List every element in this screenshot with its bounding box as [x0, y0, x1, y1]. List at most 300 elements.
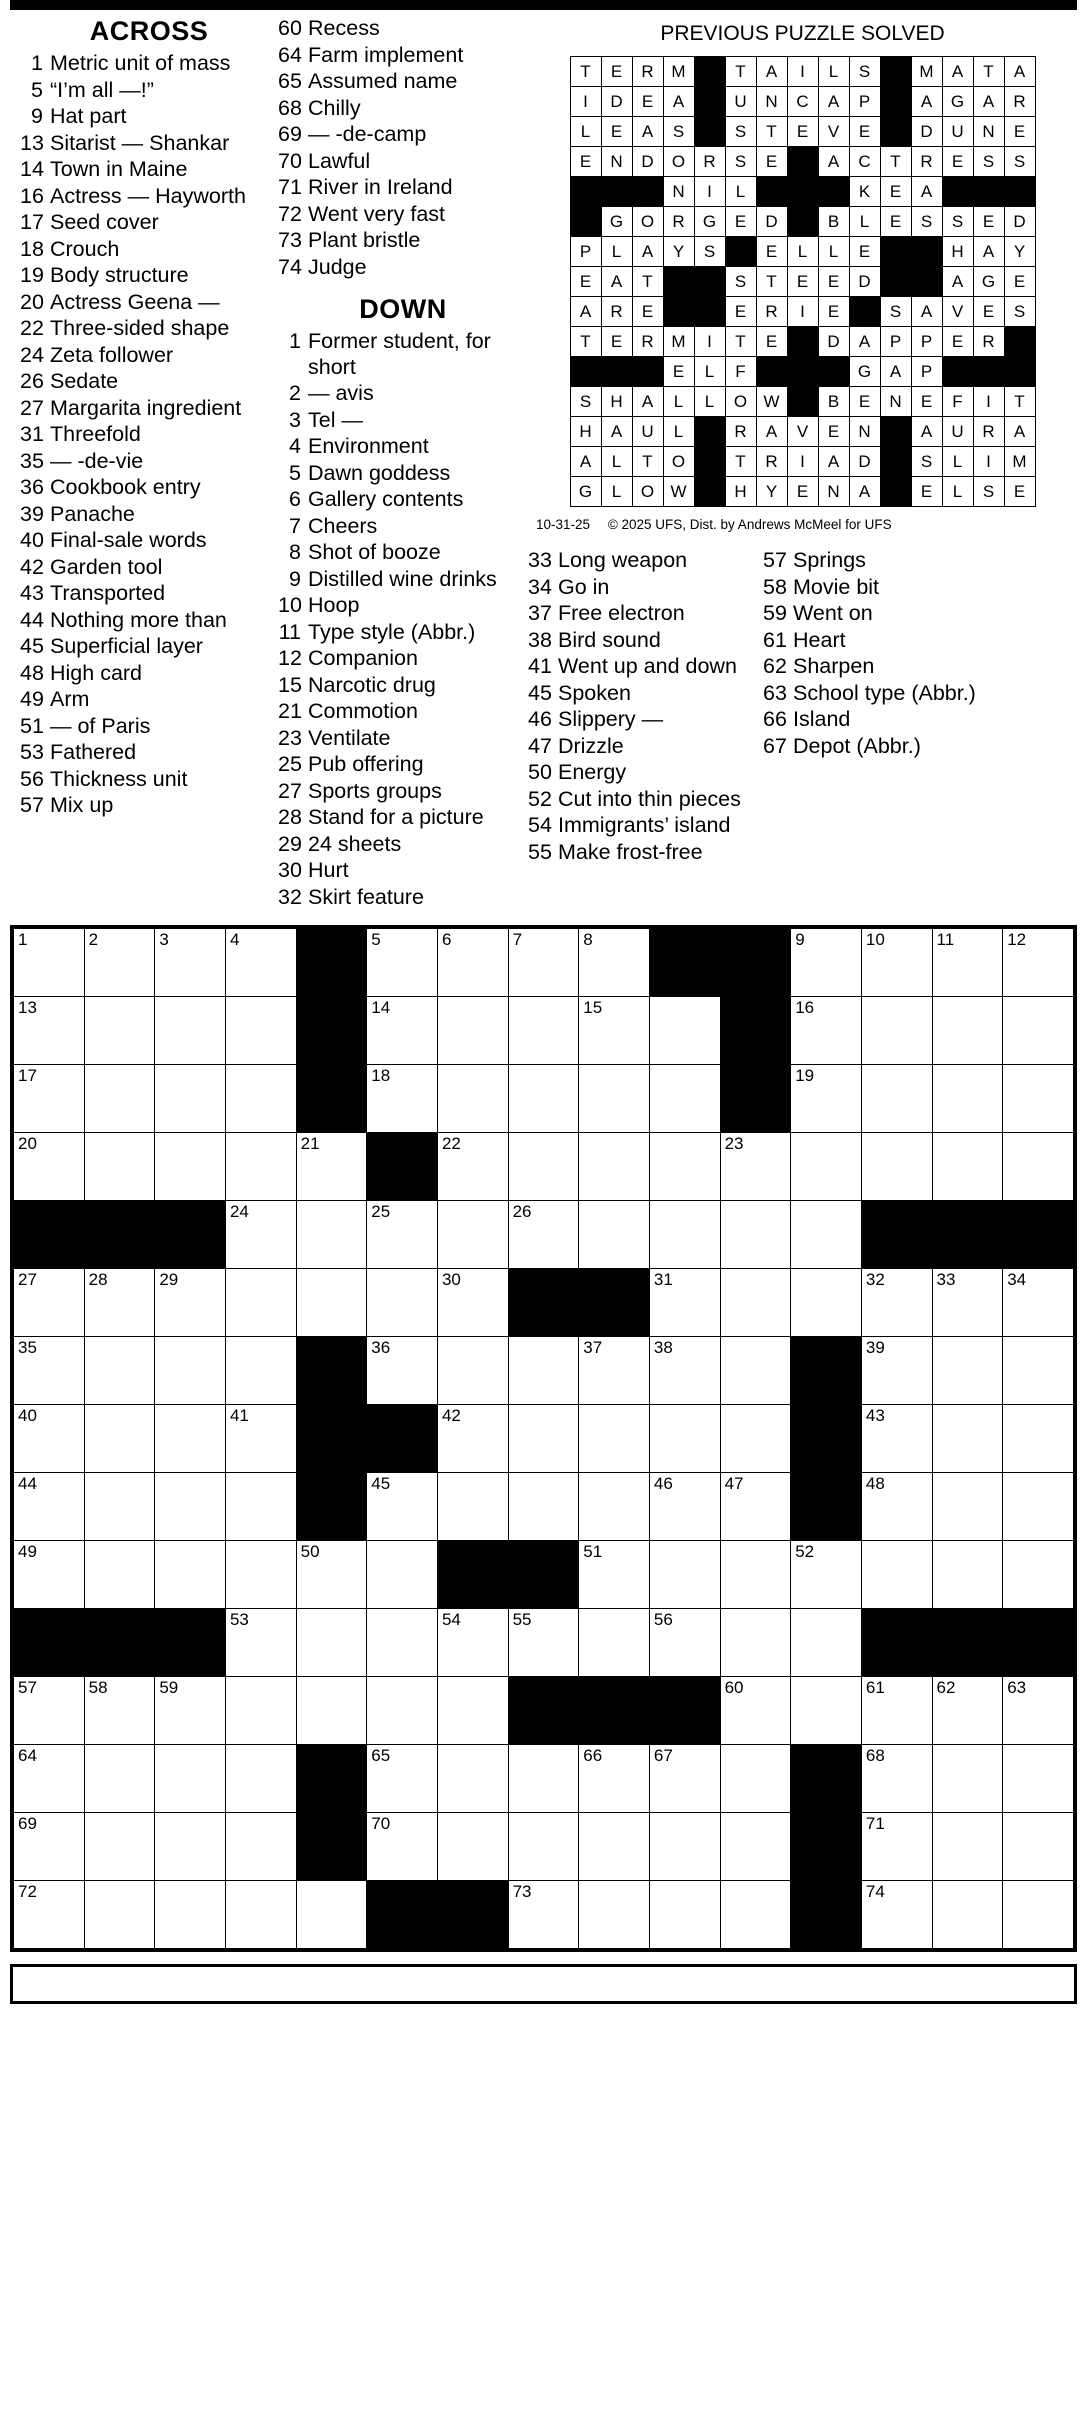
- clue-number: 66: [763, 707, 787, 731]
- table-row: [14, 1269, 1074, 1337]
- grid-cell[interactable]: [225, 1881, 296, 1949]
- previous-grid-letter: G: [601, 207, 632, 237]
- grid-cell[interactable]: [155, 929, 226, 997]
- grid-cell[interactable]: [84, 1473, 155, 1541]
- grid-cell-number: 35: [18, 1338, 37, 1357]
- grid-cell[interactable]: [84, 1541, 155, 1609]
- grid-cell[interactable]: [720, 1813, 791, 1881]
- grid-cell[interactable]: [14, 1133, 85, 1201]
- grid-cell[interactable]: [932, 1337, 1003, 1405]
- grid-cell[interactable]: [720, 1201, 791, 1269]
- grid-cell[interactable]: [225, 929, 296, 997]
- previous-grid-letter: A: [756, 417, 787, 447]
- grid-cell[interactable]: [932, 1065, 1003, 1133]
- clue-item: [20, 237, 278, 263]
- grid-cell[interactable]: [579, 1813, 650, 1881]
- previous-grid-block: [570, 357, 601, 387]
- grid-cell[interactable]: [508, 1405, 579, 1473]
- grid-cell[interactable]: [649, 1881, 720, 1949]
- grid-cell[interactable]: [508, 1813, 579, 1881]
- grid-cell[interactable]: [579, 1473, 650, 1541]
- previous-grid-letter: C: [787, 87, 818, 117]
- grid-cell[interactable]: [649, 997, 720, 1065]
- grid-cell[interactable]: [296, 1881, 367, 1949]
- grid-cell[interactable]: [1003, 1405, 1074, 1473]
- grid-cell[interactable]: [84, 1677, 155, 1745]
- clue-text: Final-sale words: [50, 528, 207, 552]
- grid-cell[interactable]: [861, 1473, 932, 1541]
- clue-number: 74: [278, 254, 302, 279]
- grid-cell[interactable]: [649, 1201, 720, 1269]
- grid-cell[interactable]: [155, 1405, 226, 1473]
- clue-item: [20, 714, 278, 740]
- clue-text: Hurt: [308, 858, 349, 882]
- previous-grid-letter: E: [880, 177, 911, 207]
- grid-cell[interactable]: [861, 1405, 932, 1473]
- clue-number: 70: [278, 148, 302, 173]
- grid-cell[interactable]: [861, 1337, 932, 1405]
- previous-grid-letter: L: [663, 417, 694, 447]
- previous-grid-block: [725, 237, 756, 267]
- clue-text: — -de-camp: [308, 122, 427, 146]
- grid-cell[interactable]: [791, 1065, 862, 1133]
- clue-number: 45: [20, 634, 44, 658]
- grid-cell[interactable]: [791, 1541, 862, 1609]
- grid-cell[interactable]: [508, 1133, 579, 1201]
- grid-cell[interactable]: [84, 1881, 155, 1949]
- previous-grid-block: [880, 87, 911, 117]
- previous-grid-letter: T: [725, 447, 756, 477]
- clue-number: 60: [278, 16, 302, 40]
- grid-cell[interactable]: [367, 1337, 438, 1405]
- grid-cell[interactable]: [579, 997, 650, 1065]
- grid-cell[interactable]: [84, 1065, 155, 1133]
- clue-number: 40: [20, 528, 44, 552]
- grid-cell[interactable]: [437, 1337, 508, 1405]
- grid-block: [296, 997, 367, 1065]
- grid-cell[interactable]: [225, 1201, 296, 1269]
- grid-cell[interactable]: [225, 1065, 296, 1133]
- grid-cell[interactable]: [14, 1881, 85, 1949]
- grid-cell[interactable]: [579, 929, 650, 997]
- grid-cell[interactable]: [84, 929, 155, 997]
- grid-cell[interactable]: [225, 1609, 296, 1677]
- grid-cell[interactable]: [932, 1881, 1003, 1949]
- grid-cell[interactable]: [155, 1813, 226, 1881]
- clue-item: [20, 316, 278, 342]
- previous-grid-block: [880, 237, 911, 267]
- clue-text: Sedate: [50, 369, 119, 393]
- grid-cell[interactable]: [649, 1745, 720, 1813]
- grid-block: [296, 1065, 367, 1133]
- grid-cell[interactable]: [861, 1881, 932, 1949]
- down-heading: DOWN: [359, 294, 447, 324]
- previous-grid-letter: A: [1004, 417, 1035, 447]
- grid-cell[interactable]: [367, 1065, 438, 1133]
- grid-cell[interactable]: [437, 1065, 508, 1133]
- grid-cell[interactable]: [437, 1609, 508, 1677]
- grid-cell[interactable]: [861, 997, 932, 1065]
- grid-cell[interactable]: [720, 1337, 791, 1405]
- grid-block: [932, 1201, 1003, 1269]
- grid-cell[interactable]: [649, 1473, 720, 1541]
- previous-grid-letter: P: [570, 237, 601, 267]
- previous-grid-letter: E: [756, 237, 787, 267]
- bottom-box: [10, 1964, 1077, 2004]
- grid-cell[interactable]: [155, 1541, 226, 1609]
- grid-cell[interactable]: [437, 1133, 508, 1201]
- grid-cell[interactable]: [579, 1405, 650, 1473]
- grid-cell-number: 1: [18, 930, 28, 949]
- grid-cell[interactable]: [84, 1813, 155, 1881]
- grid-cell[interactable]: [225, 1677, 296, 1745]
- grid-cell[interactable]: [720, 1269, 791, 1337]
- grid-cell[interactable]: [861, 1745, 932, 1813]
- grid-cell[interactable]: [861, 929, 932, 997]
- previous-grid-letter: L: [849, 207, 880, 237]
- grid-cell-number: 51: [583, 1542, 603, 1561]
- grid-cell[interactable]: [649, 1541, 720, 1609]
- clue-item: [278, 885, 528, 911]
- grid-cell[interactable]: [14, 997, 85, 1065]
- grid-block: [508, 1677, 579, 1745]
- clue-number: 22: [20, 316, 44, 340]
- grid-cell[interactable]: [508, 1065, 579, 1133]
- grid-cell[interactable]: [791, 997, 862, 1065]
- grid-cell[interactable]: [649, 1065, 720, 1133]
- grid-cell[interactable]: [155, 1473, 226, 1541]
- grid-cell[interactable]: [14, 929, 85, 997]
- grid-cell[interactable]: [296, 1269, 367, 1337]
- grid-cell-number: 3: [159, 930, 169, 949]
- clue-text: Make frost-free: [558, 839, 703, 864]
- previous-grid-letter: U: [725, 87, 756, 117]
- grid-cell[interactable]: [84, 1745, 155, 1813]
- table-row: [14, 1201, 1074, 1269]
- previous-grid-letter: I: [973, 387, 1004, 417]
- clue-number: 57: [20, 793, 44, 817]
- grid-cell[interactable]: [791, 1201, 862, 1269]
- previous-grid-letter: L: [818, 237, 849, 267]
- grid-cell[interactable]: [932, 929, 1003, 997]
- previous-grid-letter: D: [911, 117, 942, 147]
- grid-block: [791, 1337, 862, 1405]
- grid-cell[interactable]: [367, 1473, 438, 1541]
- clue-item: [20, 369, 278, 395]
- clue-item: [528, 813, 763, 839]
- previous-grid-letter: D: [632, 147, 663, 177]
- grid-cell[interactable]: [861, 1541, 932, 1609]
- grid-cell[interactable]: [155, 997, 226, 1065]
- grid-cell[interactable]: [579, 1065, 650, 1133]
- grid-cell[interactable]: [649, 1337, 720, 1405]
- grid-cell[interactable]: [437, 1201, 508, 1269]
- grid-cell[interactable]: [14, 1337, 85, 1405]
- grid-cell[interactable]: [932, 1473, 1003, 1541]
- previous-grid-block: [756, 177, 787, 207]
- grid-cell[interactable]: [932, 1405, 1003, 1473]
- previous-grid-row: [570, 177, 1035, 207]
- crossword-grid[interactable]: [13, 928, 1074, 1949]
- previous-grid-letter: V: [942, 297, 973, 327]
- grid-cell[interactable]: [367, 1813, 438, 1881]
- previous-grid-letter: E: [818, 297, 849, 327]
- grid-cell[interactable]: [155, 1745, 226, 1813]
- grid-cell[interactable]: [791, 1609, 862, 1677]
- grid-cell-number: 10: [865, 930, 885, 949]
- grid-cell[interactable]: [932, 1813, 1003, 1881]
- grid-cell-number: 71: [865, 1814, 885, 1833]
- grid-cell[interactable]: [367, 929, 438, 997]
- previous-grid-block: [849, 297, 880, 327]
- grid-cell-number: 39: [865, 1338, 885, 1357]
- grid-cell[interactable]: [225, 1133, 296, 1201]
- clue-text: Actress — Hayworth: [50, 183, 246, 208]
- clue-text: Plant bristle: [308, 228, 421, 252]
- previous-grid-letter: L: [694, 387, 725, 417]
- clue-text: Skirt feature: [308, 884, 424, 909]
- grid-cell[interactable]: [508, 997, 579, 1065]
- previous-grid-letter: E: [632, 87, 663, 117]
- grid-cell[interactable]: [14, 1473, 85, 1541]
- grid-cell[interactable]: [437, 1677, 508, 1745]
- grid-cell[interactable]: [225, 1269, 296, 1337]
- clue-item: [278, 202, 528, 228]
- grid-cell[interactable]: [84, 997, 155, 1065]
- previous-grid-block: [570, 207, 601, 237]
- grid-cell[interactable]: [720, 1881, 791, 1949]
- grid-cell[interactable]: [225, 1405, 296, 1473]
- grid-cell[interactable]: [225, 1541, 296, 1609]
- grid-cell[interactable]: [720, 1405, 791, 1473]
- clue-item: [20, 184, 278, 210]
- grid-cell[interactable]: [508, 1881, 579, 1949]
- previous-grid-letter: F: [725, 357, 756, 387]
- copyright-notice: © 2025 UFS, Dist. by Andrews McMeel for UFS: [607, 517, 892, 532]
- grid-block: [579, 1269, 650, 1337]
- clue-item: [763, 707, 998, 733]
- previous-grid-letter: E: [787, 117, 818, 147]
- grid-cell[interactable]: [861, 1269, 932, 1337]
- grid-cell[interactable]: [579, 1201, 650, 1269]
- grid-cell[interactable]: [579, 1541, 650, 1609]
- previous-grid-letter: T: [756, 117, 787, 147]
- clue-text: Assumed name: [308, 69, 458, 93]
- grid-cell[interactable]: [579, 1133, 650, 1201]
- grid-cell[interactable]: [367, 1677, 438, 1745]
- grid-cell[interactable]: [14, 1677, 85, 1745]
- grid-cell[interactable]: [649, 1269, 720, 1337]
- grid-cell[interactable]: [84, 1405, 155, 1473]
- grid-cell[interactable]: [791, 1269, 862, 1337]
- grid-cell[interactable]: [296, 1201, 367, 1269]
- grid-cell[interactable]: [649, 1405, 720, 1473]
- grid-cell[interactable]: [1003, 1337, 1074, 1405]
- grid-cell[interactable]: [579, 1881, 650, 1949]
- grid-cell[interactable]: [14, 1269, 85, 1337]
- previous-grid-letter: E: [911, 387, 942, 417]
- grid-cell[interactable]: [84, 1269, 155, 1337]
- grid-cell[interactable]: [296, 1609, 367, 1677]
- previous-grid-letter: A: [818, 87, 849, 117]
- grid-cell[interactable]: [155, 1133, 226, 1201]
- grid-cell[interactable]: [1003, 1745, 1074, 1813]
- grid-cell[interactable]: [367, 1609, 438, 1677]
- grid-cell[interactable]: [932, 997, 1003, 1065]
- grid-cell[interactable]: [437, 1473, 508, 1541]
- grid-cell[interactable]: [720, 1677, 791, 1745]
- grid-cell[interactable]: [649, 1133, 720, 1201]
- clue-text: Springs: [793, 548, 866, 572]
- grid-cell[interactable]: [225, 1813, 296, 1881]
- previous-grid-letter: A: [570, 297, 601, 327]
- previous-grid-letter: A: [1004, 57, 1035, 87]
- grid-cell[interactable]: [437, 1269, 508, 1337]
- grid-cell-number: 32: [865, 1270, 885, 1289]
- grid-cell[interactable]: [861, 1065, 932, 1133]
- grid-block: [720, 997, 791, 1065]
- grid-cell[interactable]: [649, 1609, 720, 1677]
- grid-cell[interactable]: [932, 1745, 1003, 1813]
- grid-cell-number: 23: [724, 1134, 744, 1153]
- previous-grid-letter: D: [849, 447, 880, 477]
- grid-cell[interactable]: [367, 1201, 438, 1269]
- clue-item: [763, 654, 998, 680]
- grid-block: [861, 1201, 932, 1269]
- clue-text: Arm: [50, 687, 90, 711]
- grid-cell[interactable]: [14, 1405, 85, 1473]
- clue-text: Island: [793, 707, 851, 731]
- previous-grid-letter: I: [694, 327, 725, 357]
- grid-cell[interactable]: [508, 1609, 579, 1677]
- grid-cell-number: 16: [795, 998, 815, 1017]
- grid-cell[interactable]: [508, 1473, 579, 1541]
- grid-cell[interactable]: [14, 1541, 85, 1609]
- grid-cell[interactable]: [508, 1745, 579, 1813]
- grid-cell-number: 17: [18, 1066, 37, 1085]
- grid-cell[interactable]: [720, 1609, 791, 1677]
- grid-cell[interactable]: [1003, 1677, 1074, 1745]
- grid-cell[interactable]: [861, 1677, 932, 1745]
- grid-cell[interactable]: [155, 1065, 226, 1133]
- grid-cell[interactable]: [1003, 1541, 1074, 1609]
- previous-grid-letter: S: [973, 147, 1004, 177]
- clue-number: 25: [278, 752, 302, 776]
- grid-cell[interactable]: [579, 1609, 650, 1677]
- grid-cell[interactable]: [861, 1813, 932, 1881]
- previous-grid-letter: R: [1004, 87, 1035, 117]
- grid-cell[interactable]: [155, 1337, 226, 1405]
- grid-cell[interactable]: [932, 1269, 1003, 1337]
- clue-number: 6: [289, 487, 301, 511]
- previous-grid-letter: L: [787, 237, 818, 267]
- grid-cell[interactable]: [14, 1745, 85, 1813]
- grid-cell[interactable]: [791, 929, 862, 997]
- grid-cell[interactable]: [508, 929, 579, 997]
- clue-number: 31: [20, 422, 44, 446]
- grid-cell[interactable]: [932, 1677, 1003, 1745]
- grid-cell[interactable]: [225, 997, 296, 1065]
- grid-cell-number: 56: [653, 1610, 673, 1629]
- clue-item: [20, 263, 278, 289]
- grid-cell[interactable]: [932, 1133, 1003, 1201]
- grid-cell[interactable]: [791, 1677, 862, 1745]
- clue-item: [278, 96, 528, 122]
- grid-cell[interactable]: [1003, 997, 1074, 1065]
- clue-number: 55: [528, 839, 552, 864]
- previous-grid-letter: N: [849, 417, 880, 447]
- grid-cell[interactable]: [367, 997, 438, 1065]
- previous-grid-letter: W: [756, 387, 787, 417]
- grid-cell[interactable]: [1003, 1881, 1074, 1949]
- grid-cell[interactable]: [225, 1745, 296, 1813]
- table-row: [14, 1541, 1074, 1609]
- grid-cell[interactable]: [508, 1337, 579, 1405]
- grid-cell[interactable]: [437, 929, 508, 997]
- grid-cell[interactable]: [225, 1473, 296, 1541]
- clue-number: 16: [20, 183, 44, 208]
- grid-cell[interactable]: [649, 1813, 720, 1881]
- clue-item: [278, 779, 528, 805]
- grid-cell[interactable]: [155, 1269, 226, 1337]
- grid-cell[interactable]: [861, 1133, 932, 1201]
- grid-cell[interactable]: [791, 1133, 862, 1201]
- previous-grid-letter: E: [818, 267, 849, 297]
- grid-cell[interactable]: [367, 1269, 438, 1337]
- grid-cell[interactable]: [1003, 1813, 1074, 1881]
- clue-number: 73: [278, 228, 302, 252]
- grid-cell[interactable]: [367, 1541, 438, 1609]
- grid-block: [296, 1337, 367, 1405]
- grid-cell[interactable]: [1003, 929, 1074, 997]
- grid-cell[interactable]: [296, 1677, 367, 1745]
- clue-item: [763, 548, 998, 574]
- grid-cell[interactable]: [1003, 1065, 1074, 1133]
- grid-cell[interactable]: [579, 1337, 650, 1405]
- grid-block: [155, 1609, 226, 1677]
- grid-cell[interactable]: [720, 1541, 791, 1609]
- grid-cell[interactable]: [1003, 1269, 1074, 1337]
- grid-cell[interactable]: [437, 1745, 508, 1813]
- previous-puzzle-grid: [570, 56, 1036, 507]
- grid-cell[interactable]: [1003, 1133, 1074, 1201]
- grid-cell[interactable]: [720, 1473, 791, 1541]
- previous-grid-letter: N: [818, 477, 849, 507]
- grid-cell[interactable]: [508, 1201, 579, 1269]
- grid-cell[interactable]: [84, 1133, 155, 1201]
- grid-cell[interactable]: [579, 1745, 650, 1813]
- grid-cell[interactable]: [225, 1337, 296, 1405]
- grid-cell[interactable]: [932, 1541, 1003, 1609]
- grid-cell[interactable]: [720, 1133, 791, 1201]
- grid-cell[interactable]: [367, 1745, 438, 1813]
- grid-cell[interactable]: [296, 1133, 367, 1201]
- grid-cell[interactable]: [155, 1677, 226, 1745]
- grid-cell[interactable]: [437, 997, 508, 1065]
- clue-item: [278, 805, 528, 831]
- grid-cell[interactable]: [155, 1881, 226, 1949]
- grid-cell[interactable]: [1003, 1473, 1074, 1541]
- previous-grid-letter: A: [942, 57, 973, 87]
- grid-block: [296, 1745, 367, 1813]
- grid-cell[interactable]: [720, 1745, 791, 1813]
- grid-cell[interactable]: [84, 1337, 155, 1405]
- grid-cell[interactable]: [296, 1541, 367, 1609]
- grid-cell[interactable]: [14, 1065, 85, 1133]
- grid-cell[interactable]: [437, 1813, 508, 1881]
- grid-cell[interactable]: [14, 1813, 85, 1881]
- grid-cell[interactable]: [437, 1405, 508, 1473]
